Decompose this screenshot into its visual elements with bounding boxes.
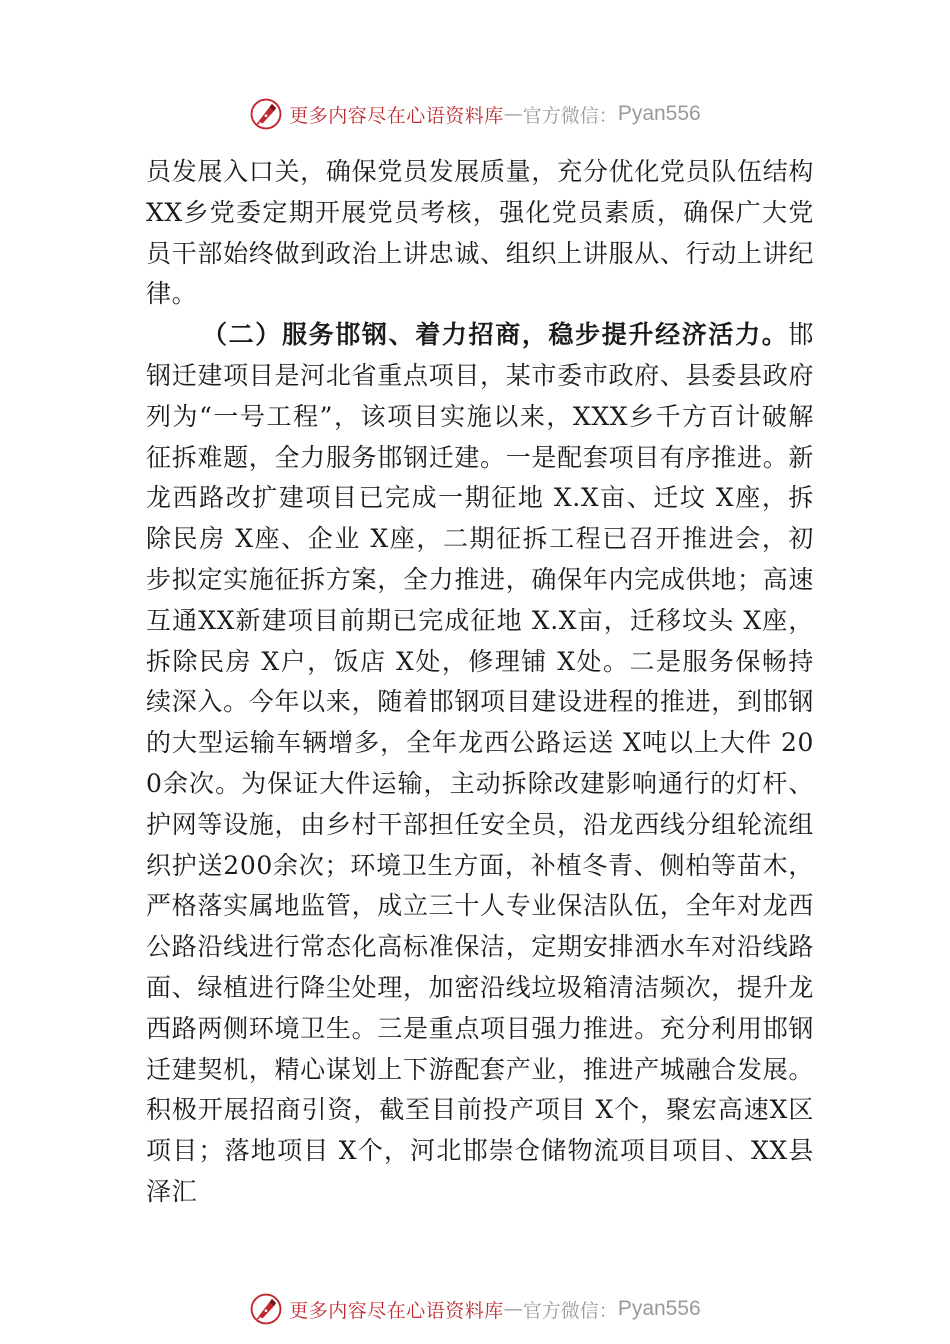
pen-nib-icon <box>249 1292 283 1326</box>
brand-separator: — <box>503 1298 523 1320</box>
brand-text: 更多内容尽在心语资料库 <box>289 104 504 127</box>
pen-nib-icon <box>249 97 283 131</box>
wechat-id: Pyan556 <box>617 1297 701 1320</box>
brand-text: 更多内容尽在心语资料库 <box>289 1299 504 1322</box>
paragraph-2 <box>146 315 814 1213</box>
brand-separator: — <box>503 103 523 125</box>
wechat-id: Pyan556 <box>617 102 701 125</box>
wechat-label: 官方微信： <box>522 1299 618 1322</box>
footer-banner <box>0 1289 950 1329</box>
section-heading: （二）服务邯钢、着力招商，稳步提升经济活力。 <box>202 320 789 350</box>
header-banner <box>0 94 950 134</box>
wechat-label: 官方微信： <box>522 104 618 127</box>
document-body <box>146 152 814 1213</box>
paragraph-1: 员发展入口关，确保党员发展质量，充分优化党员队伍结构XX乡党委定期开展党员考核，强化党员素质，确保广大党员干部始终做到政治上讲忠诚、组织上讲服从、行动上讲纪律。 <box>146 157 814 309</box>
paragraph-2-text: 邯钢迁建项目是河北省重点项目，某市委市政府、县委县政府列为“一号工程”，该项目实施以来，XXX乡千方百计破解征拆难题，全力服务邯钢迁建。一是配套项目有序推进。新龙西路改扩建项目已完成一期征地 X.X亩、迁坟 X座，拆除民房 X座、企业 X座，二期征拆工程已召开推进会，初步拟定实施征拆方案，全力推进，确保年内完成供地；高速互通XX新建项目前期已完成征地 X.X亩，迁移坟头 X座，拆除民房 X户，饭店 X处，修理铺 X处。二是服务保畅持续深入。今年以来，随着邯钢项目建设进程的推进，到邯钢的大型运输车辆增多，全年龙西公路运送 X吨以上大件 200余次。为保证大件运输，主动拆除改建影响通行的灯杆、护网等设施，由乡村干部担任安全员，沿龙西线分组轮流组织护送200余次；环境卫生方面，补植冬青、侧柏等苗木，严格落实属地监管，成立三十人专业保洁队伍，全年对龙西公路沿线进行常态化高标准保洁，定期安排洒水车对沿线路面、绿植进行降尘处理，加密沿线垃圾箱清洁频次，提升龙西路两侧环境卫生。三是重点项目强力推进。充分利用邯钢迁建契机，精心谋划上下游配套产业，推进产城融合发展。积极开展招商引资，截至目前投产项目 X个，聚宏高速X区项目；落地项目 X个，河北邯崇仓储物流项目项目、XX县泽汇 <box>146 320 814 1206</box>
